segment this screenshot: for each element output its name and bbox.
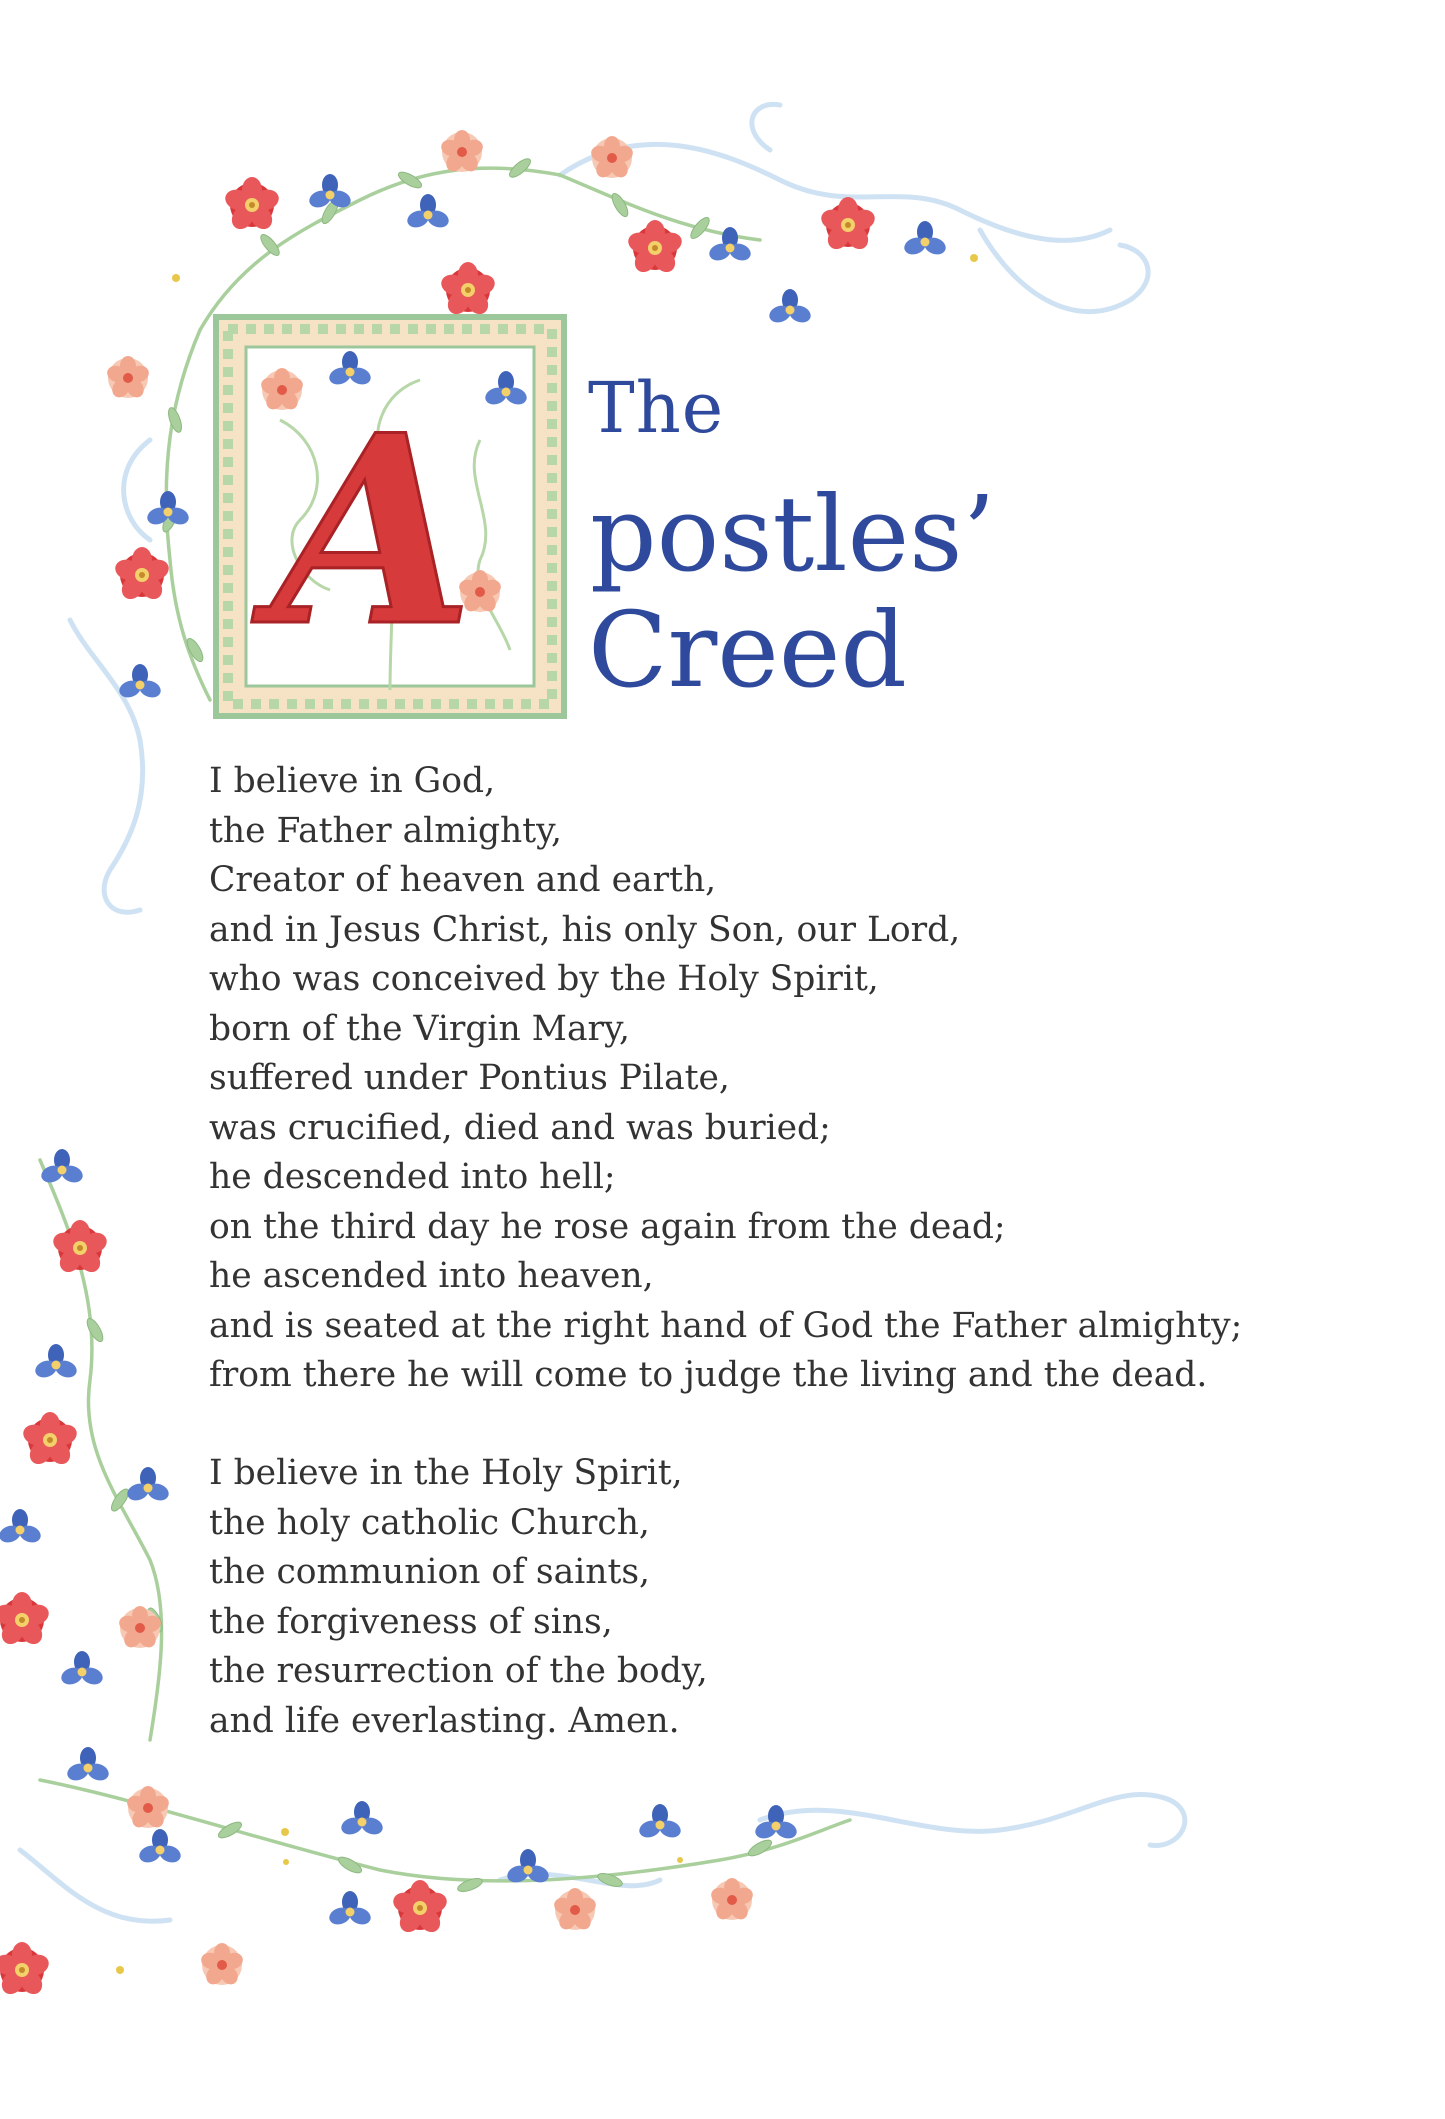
- creed-line: born of the Virgin Mary,: [209, 1008, 630, 1049]
- creed-stanza-2: [209, 1449, 708, 1746]
- creed-line: the communion of saints,: [209, 1552, 650, 1592]
- creed-line: and is seated at the right hand of God the Father almighty;: [209, 1305, 1243, 1346]
- creed-line: the holy catholic Church,: [209, 1502, 650, 1543]
- title-line-postles: postles’: [590, 473, 996, 595]
- creed-line: who was conceived by the Holy Spirit,: [209, 959, 879, 999]
- illuminated-initial-frame: [216, 317, 564, 716]
- creed-line: suffered under Pontius Pilate,: [209, 1058, 730, 1098]
- creed-line: was crucified, died and was buried;: [209, 1107, 831, 1148]
- creed-line: the Father almighty,: [209, 810, 562, 851]
- creed-line: I believe in God,: [209, 761, 496, 801]
- creed-line: I believe in the Holy Spirit,: [209, 1453, 683, 1493]
- title-line-creed: Creed: [588, 589, 907, 711]
- creed-line: he ascended into heaven,: [209, 1256, 654, 1296]
- drop-cap-letter: A: [272, 379, 474, 684]
- creed-line: on the third day he rose again from the dead;: [209, 1206, 1006, 1247]
- creed-stanza-1: [209, 757, 1242, 1401]
- creed-line: he descended into hell;: [209, 1157, 616, 1197]
- creed-line: the resurrection of the body,: [209, 1651, 708, 1691]
- creed-line: and in Jesus Christ, his only Son, our Lord,: [209, 909, 961, 950]
- title-line-the: The: [588, 367, 725, 449]
- creed-line: from there he will come to judge the living and the dead.: [209, 1355, 1208, 1395]
- creed-line: and life everlasting. Amen.: [209, 1700, 680, 1741]
- creed-line: the forgiveness of sins,: [209, 1601, 613, 1642]
- creed-line: Creator of heaven and earth,: [209, 860, 717, 900]
